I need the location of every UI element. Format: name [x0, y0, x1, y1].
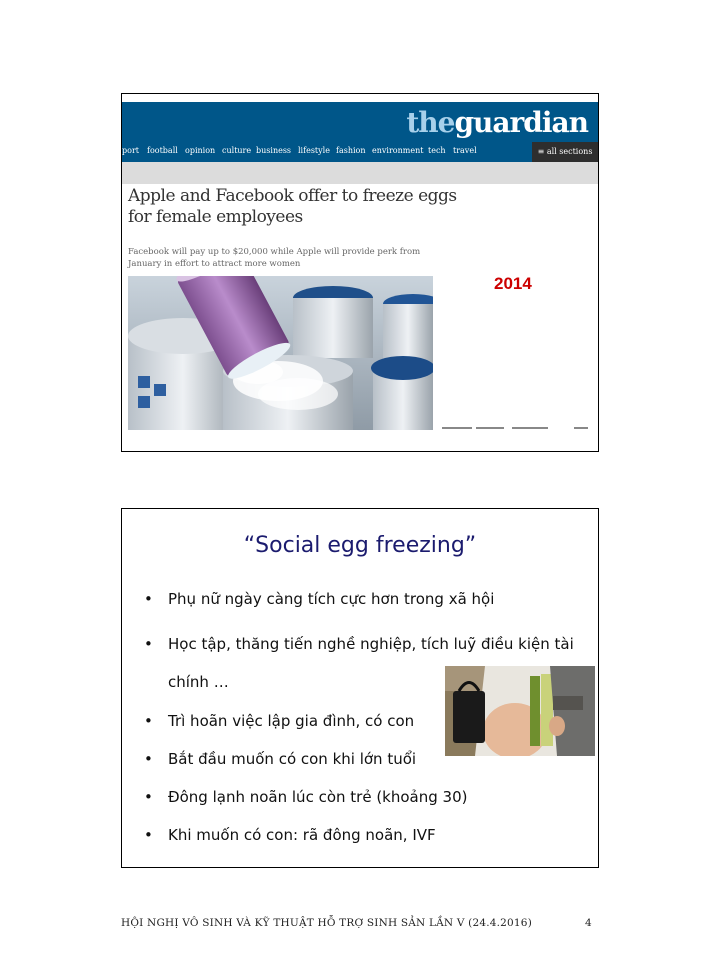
guardian-nav — [122, 142, 598, 162]
page-number: 4 — [585, 917, 592, 929]
bullet-item: • Trì hoãn việc lập gia đình, có con — [144, 709, 574, 734]
bullet-item: • Phụ nữ ngày càng tích cực hơn trong xã hội — [144, 587, 574, 612]
nav-item: culture — [222, 146, 252, 155]
slide-social-egg-freezing — [121, 508, 599, 868]
slide-guardian — [121, 93, 599, 452]
pregnant-woman-photo — [445, 666, 595, 756]
nav-item: lifestyle — [298, 146, 330, 155]
guardian-header — [122, 102, 598, 162]
bullet-item: • Đông lạnh noãn lúc còn trẻ (khoảng 30) — [144, 785, 574, 810]
nav-item: environment — [372, 146, 424, 155]
year-label: 2014 — [494, 274, 532, 293]
bullet-item: • Bắt đầu muốn có con khi lớn tuổi — [144, 747, 574, 772]
all-sections-button: ≡ all sections — [532, 142, 598, 162]
nav-item: opinion — [185, 146, 216, 155]
grey-strip — [122, 162, 598, 184]
decorative-rule — [442, 427, 588, 429]
article-standfirst: Facebook will pay up to $20,000 while Apple will provide perk from January in effort to attract more women — [128, 247, 421, 269]
footer-text: HỘI NGHỊ VÔ SINH VÀ KỸ THUẬT HỖ TRỢ SINH SẢN LẦN V (24.4.2016) — [121, 917, 532, 929]
guardian-logo: theguardian — [406, 106, 588, 139]
nav-item: business — [256, 146, 292, 155]
article-headline: Apple and Facebook offer to freeze eggs for female employees — [128, 186, 457, 227]
nav-item: port — [122, 146, 139, 155]
slide-title: “Social egg freezing” — [243, 533, 477, 558]
bullet-item: • Học tập, thăng tiến nghề nghiệp, tích luỹ điều kiện tài chính … — [144, 625, 588, 701]
nav-item: fashion — [336, 146, 366, 155]
nav-item: tech — [428, 146, 446, 155]
nav-item: football — [147, 146, 178, 155]
bullet-item: • Khi muốn có con: rã đông noãn, IVF — [144, 823, 574, 848]
nav-item: travel — [453, 146, 477, 155]
cryo-tank-photo — [128, 276, 433, 430]
